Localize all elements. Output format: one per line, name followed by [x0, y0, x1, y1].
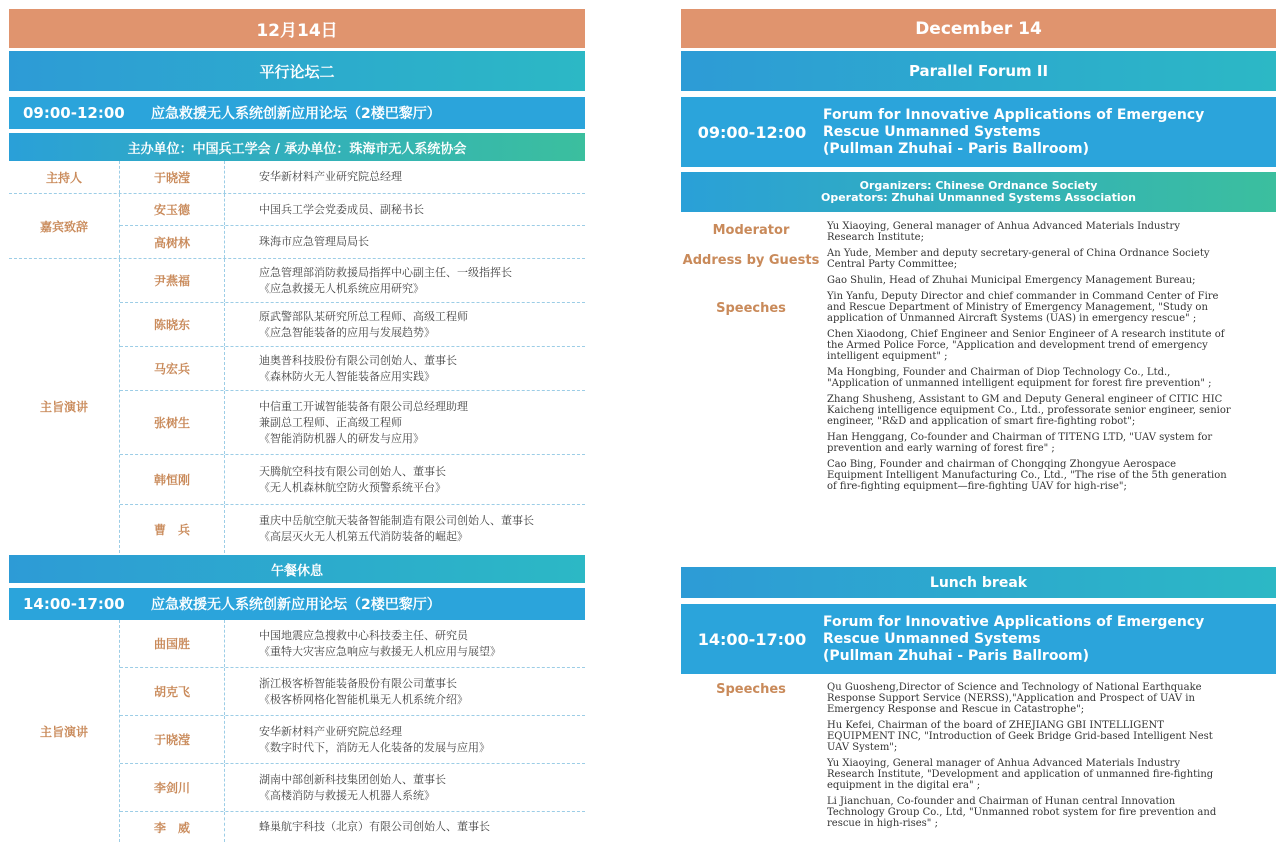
person-row	[120, 668, 585, 716]
role-labels	[681, 221, 821, 559]
description-line: 中国兵工学会党委成员、副秘书长	[259, 202, 424, 216]
person-name: 李剑川	[120, 764, 225, 811]
person-row	[120, 303, 585, 347]
person-description	[225, 812, 585, 842]
person-description	[225, 347, 585, 390]
entry-line: Cao Bing, Founder and chairman of Chongqing Zhongyue Aerospace	[827, 459, 1177, 470]
person-name: 于晓滢	[120, 161, 225, 193]
role-labels	[681, 682, 821, 834]
entry-line: application of Unmanned Aircraft Systems (UAS) in emergency rescue" ;	[827, 313, 1197, 324]
description-line: 湖南中部创新科技集团创始人、董事长	[259, 772, 446, 786]
description-line: 《高层灭火无人机第五代消防装备的崛起》	[259, 530, 468, 543]
person-row	[120, 347, 585, 391]
person-row	[120, 194, 585, 226]
person-description	[225, 620, 585, 667]
date-header: 12月14日	[9, 9, 585, 48]
role-label: 嘉宾致辞	[9, 194, 120, 258]
description-line: 《应急智能装备的应用与发展趋势》	[259, 325, 435, 339]
afternoon-speaker-list	[821, 682, 1276, 834]
person-row	[120, 764, 585, 812]
description-line: 浙江极客桥智能装备股份有限公司董事长	[259, 676, 457, 690]
description-line: 迪奥普科技股份有限公司创始人、董事长	[259, 353, 457, 367]
people-list	[120, 259, 585, 553]
description-line: 《数字时代下，消防无人化装备的发展与应用》	[259, 740, 490, 754]
person-row	[120, 391, 585, 455]
entry-line: Zhang Shusheng, Assistant to GM and Deputy General engineer of CITIC HIC	[827, 394, 1223, 405]
session-time: 14:00-17:00	[697, 629, 807, 649]
description-line: 天腾航空科技有限公司创始人、董事长	[259, 464, 446, 478]
person-description	[225, 716, 585, 763]
description-line: 《高楼消防与救援无人机器人系统》	[259, 788, 435, 802]
role-group	[9, 259, 585, 553]
morning-speaker-list	[821, 221, 1276, 559]
afternoon-session-bar	[9, 588, 585, 620]
speaker-entry	[827, 394, 1276, 427]
speaker-entry	[827, 275, 1276, 286]
person-description	[225, 259, 585, 302]
organizer-bar	[681, 172, 1276, 212]
speaker-entry	[827, 248, 1276, 270]
title-line: Forum for Innovative Applications of Emergency	[823, 613, 1205, 630]
entry-line: EQUIPMENT INC, "Introduction of Geek Bridge Grid-based Intelligent Nest	[827, 731, 1213, 742]
person-name: 李 威	[120, 812, 225, 842]
entry-line: prevention and early warning of forest fire" ;	[827, 443, 1055, 454]
entry-line: Gao Shulin, Head of Zhuhai Municipal Emergency Management Bureau;	[827, 275, 1196, 286]
person-row	[120, 505, 585, 553]
person-row	[120, 620, 585, 668]
entry-line: Research Institute;	[827, 232, 924, 243]
entry-line: intelligent equipment" ;	[827, 351, 948, 362]
speeches-label: Speeches	[716, 682, 786, 697]
description-line: 《极客桥网格化智能机巢无人机系统介绍》	[259, 692, 468, 706]
speaker-entry	[827, 291, 1276, 324]
description-line: 中信重工开诚智能装备有限公司总经理助理	[259, 399, 468, 413]
speaker-entry	[827, 329, 1276, 362]
person-description	[225, 303, 585, 346]
moderator-label: Moderator	[712, 223, 790, 238]
people-list	[120, 620, 585, 842]
description-line: 重庆中岳航空航天装备智能制造有限公司创始人、董事长	[259, 514, 534, 527]
person-row	[120, 226, 585, 258]
speaker-entry	[827, 682, 1276, 715]
person-description	[225, 391, 585, 454]
session-title	[823, 614, 1276, 665]
session-time: 09:00-12:00	[697, 122, 807, 142]
entry-line: of fire-fighting equipment—fire-fighting UAV for high-rise";	[827, 481, 1127, 492]
organizer-bar: 主办单位：中国兵工学会 / 承办单位：珠海市无人系统协会	[9, 133, 585, 161]
speeches-label: Speeches	[716, 301, 786, 316]
afternoon-session-bar	[681, 604, 1276, 674]
person-description	[225, 668, 585, 715]
speaker-entry	[827, 367, 1276, 389]
morning-speakers-block	[681, 221, 1276, 559]
entry-line: Central Party Committee;	[827, 259, 958, 270]
speaker-entry	[827, 796, 1276, 829]
person-name: 尹燕福	[120, 259, 225, 302]
person-name: 张树生	[120, 391, 225, 454]
entry-line: An Yude, Member and deputy secretary-general of China Ordnance Society	[827, 248, 1210, 259]
description-line: 《无人机森林航空防火预警系统平台》	[259, 480, 446, 494]
lunch-bar: 午餐休息	[9, 555, 585, 583]
title-line: Rescue Unmanned Systems	[823, 630, 1041, 647]
forum-header: 平行论坛二	[9, 51, 585, 91]
person-description	[225, 161, 585, 193]
title-line: (Pullman Zhuhai - Paris Ballroom)	[823, 140, 1090, 157]
person-description	[225, 194, 585, 225]
entry-line: rescue in high-rises" ;	[827, 818, 938, 829]
entry-line: and Rescue Department of Ministry of Emergency Management, "Study on	[827, 302, 1208, 313]
role-group	[9, 620, 585, 842]
morning-schedule-table	[9, 161, 585, 553]
speaker-entry	[827, 221, 1276, 243]
session-title: 应急救援无人系统创新应用论坛（2楼巴黎厅）	[151, 597, 441, 613]
people-list	[120, 161, 585, 193]
date-header: December 14	[681, 9, 1276, 48]
entry-line: the Armed Police Force, "Application and development trend of emergency	[827, 340, 1208, 351]
entry-line: UAV System";	[827, 742, 898, 753]
description-line: 《森林防火无人智能装备应用实践》	[259, 369, 435, 383]
session-time: 14:00-17:00	[23, 595, 125, 613]
english-program-column	[681, 0, 1276, 834]
organizer-line: Operators: Zhuhai Unmanned Systems Association	[820, 191, 1136, 204]
entry-line: Qu Guosheng,Director of Science and Technology of National Earthquake	[827, 682, 1202, 693]
speaker-entry	[827, 432, 1276, 454]
title-line: (Pullman Zhuhai - Paris Ballroom)	[823, 647, 1090, 664]
description-line: 兼副总工程师、正高级工程师	[259, 415, 402, 429]
person-name: 于晓滢	[120, 716, 225, 763]
entry-line: Hu Kefei, Chairman of the board of ZHEJIANG GBI INTELLIGENT	[827, 720, 1164, 731]
morning-session-bar	[681, 97, 1276, 167]
address-by-guests-label: Address by Guests	[682, 253, 820, 268]
description-line: 《智能消防机器人的研发与应用》	[259, 431, 424, 445]
entry-line: Equipment Intelligent Manufacturing Co., Ltd., "The rise of the 5th generation	[827, 470, 1227, 481]
entry-line: Research Institute, "Development and application of unmanned fire-fighting	[827, 769, 1214, 780]
person-name: 马宏兵	[120, 347, 225, 390]
person-row	[120, 259, 585, 303]
session-time: 09:00-12:00	[23, 104, 125, 122]
afternoon-speakers-block	[681, 682, 1276, 834]
person-name: 安玉德	[120, 194, 225, 225]
speaker-entry	[827, 758, 1276, 791]
organizer-line: Organizers: Chinese Ordnance Society	[859, 179, 1098, 192]
session-title	[823, 107, 1276, 158]
person-row	[120, 161, 585, 193]
morning-session-bar	[9, 97, 585, 129]
description-line: 安华新材料产业研究院总经理	[259, 724, 402, 738]
description-line: 《应急救援无人机系统应用研究》	[259, 281, 424, 295]
entry-line: Emergency Response and Rescue in Catastrophe";	[827, 704, 1085, 715]
title-line: Rescue Unmanned Systems	[823, 123, 1041, 140]
speaker-entry	[827, 720, 1276, 753]
entry-line: equipment in the digital era" ;	[827, 780, 981, 791]
person-description	[225, 226, 585, 258]
people-list	[120, 194, 585, 258]
description-line: 蜂巢航宇科技（北京）有限公司创始人、董事长	[259, 820, 490, 833]
entry-line: Technology Group Co., Ltd, "Unmanned robot system for fire prevention and	[827, 807, 1217, 818]
person-name: 曲国胜	[120, 620, 225, 667]
person-row	[120, 716, 585, 764]
entry-line: Li Jianchuan, Co-founder and Chairman of Hunan central Innovation	[827, 796, 1176, 807]
afternoon-schedule-table	[9, 620, 585, 842]
role-label: 主旨演讲	[9, 620, 120, 842]
entry-line: Han Henggang, Co-founder and Chairman of TITENG LTD, "UAV system for	[827, 432, 1213, 443]
entry-line: Yu Xiaoying, General manager of Anhua Advanced Materials Industry	[827, 221, 1180, 232]
person-description	[225, 455, 585, 504]
person-description	[225, 505, 585, 553]
entry-line: Yu Xiaoying, General manager of Anhua Advanced Materials Industry	[827, 758, 1180, 769]
description-line: 原武警部队某研究所总工程师、高级工程师	[259, 309, 468, 323]
entry-line: Kaicheng intelligence equipment Co., Ltd., professorate senior engineer, senior	[827, 405, 1231, 416]
person-name: 高树林	[120, 226, 225, 258]
description-line: 《重特大灾害应急响应与救援无人机应用与展望》	[259, 644, 501, 658]
description-line: 安华新材料产业研究院总经理	[259, 170, 402, 183]
person-name: 胡克飞	[120, 668, 225, 715]
entry-line: Response Support Service (NERSS),"Application and Prospect of UAV in	[827, 693, 1195, 704]
entry-line: Ma Hongbing, Founder and Chairman of Diop Technology Co., Ltd.,	[827, 367, 1171, 378]
chinese-program-column	[9, 0, 585, 842]
entry-line: Yin Yanfu, Deputy Director and chief commander in Command Center of Fire	[827, 291, 1219, 302]
description-line: 应急管理部消防救援局指挥中心副主任、一级指挥长	[259, 265, 512, 279]
person-name: 曹 兵	[120, 505, 225, 553]
description-line: 珠海市应急管理局局长	[259, 235, 369, 248]
session-title: 应急救援无人系统创新应用论坛（2楼巴黎厅）	[151, 106, 441, 122]
person-name: 陈晓东	[120, 303, 225, 346]
entry-line: engineer, "R&D and application of smart fire-fighting robot";	[827, 416, 1136, 427]
description-line: 中国地震应急搜救中心科技委主任、研究员	[259, 628, 468, 642]
role-label: 主持人	[9, 161, 120, 193]
entry-line: "Application of unmanned intelligent equipment for forest fire prevention" ;	[827, 378, 1212, 389]
person-row	[120, 812, 585, 842]
person-description	[225, 764, 585, 811]
lunch-bar: Lunch break	[681, 567, 1276, 598]
role-group	[9, 194, 585, 259]
role-group	[9, 161, 585, 194]
forum-header: Parallel Forum II	[681, 51, 1276, 91]
title-line: Forum for Innovative Applications of Emergency	[823, 106, 1205, 123]
role-label: 主旨演讲	[9, 259, 120, 553]
person-name: 韩恒刚	[120, 455, 225, 504]
entry-line: Chen Xiaodong, Chief Engineer and Senior Engineer of A research institute of	[827, 329, 1225, 340]
person-row	[120, 455, 585, 505]
speaker-entry	[827, 459, 1276, 492]
